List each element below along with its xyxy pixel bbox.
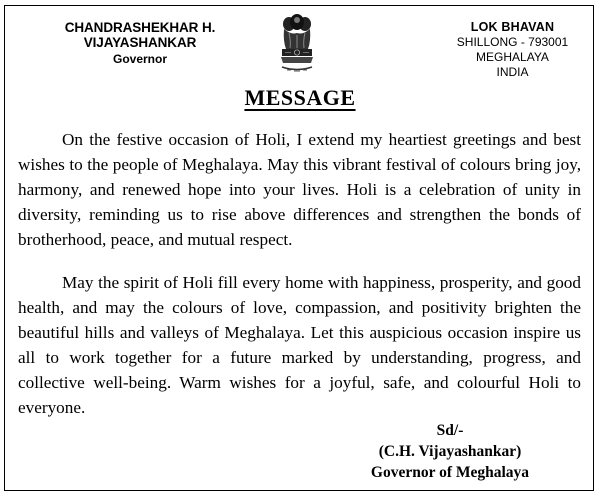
- address-line: SHILLONG - 793001: [456, 35, 569, 49]
- address-line: LOK BHAVAN: [470, 20, 555, 34]
- page-title: [0, 85, 600, 111]
- state-emblem-graphic: [277, 11, 317, 81]
- page-title-text: MESSAGE: [244, 85, 356, 110]
- message-body: [18, 127, 581, 438]
- address-line: MEGHALAYA: [476, 50, 549, 64]
- state-emblem-icon: [277, 11, 317, 81]
- signatory-name: (C.H. Vijayashankar): [378, 443, 522, 460]
- message-paragraph: On the festive occasion of Holi, I extend my heartiest greetings and best wishes to the people of Meghalaya. May this vibrant festival of colours bring joy, harmony, and renewed hope into your lives. Holi is a celebration of unity in diversity, reminding us to rise above differences and strengthen the bonds of brotherhood, peace, and mutual respect.: [18, 130, 581, 249]
- signatory-designation: Governor of Meghalaya: [370, 464, 530, 481]
- address-line: INDIA: [496, 65, 529, 79]
- address-block: [445, 20, 580, 80]
- sender-name: CHANDRASHEKHAR H. VIJAYASHANKAR: [64, 20, 216, 50]
- sender-block: [10, 20, 270, 66]
- sender-title: Governor: [112, 52, 167, 66]
- signature-block: [360, 420, 540, 483]
- message-paragraph: May the spirit of Holi fill every home with happiness, prosperity, and good health, and may the colours of love, compassion, and positivity brighten the beautiful hills and valleys of Meghalaya. Let this auspicious occasion inspire us all to work together for a future marked by understanding, progress, and collective well-being. Warm wishes for a joyful, safe, and colourful Holi to everyone.: [18, 273, 581, 417]
- signature-mark: Sd/-: [436, 422, 464, 439]
